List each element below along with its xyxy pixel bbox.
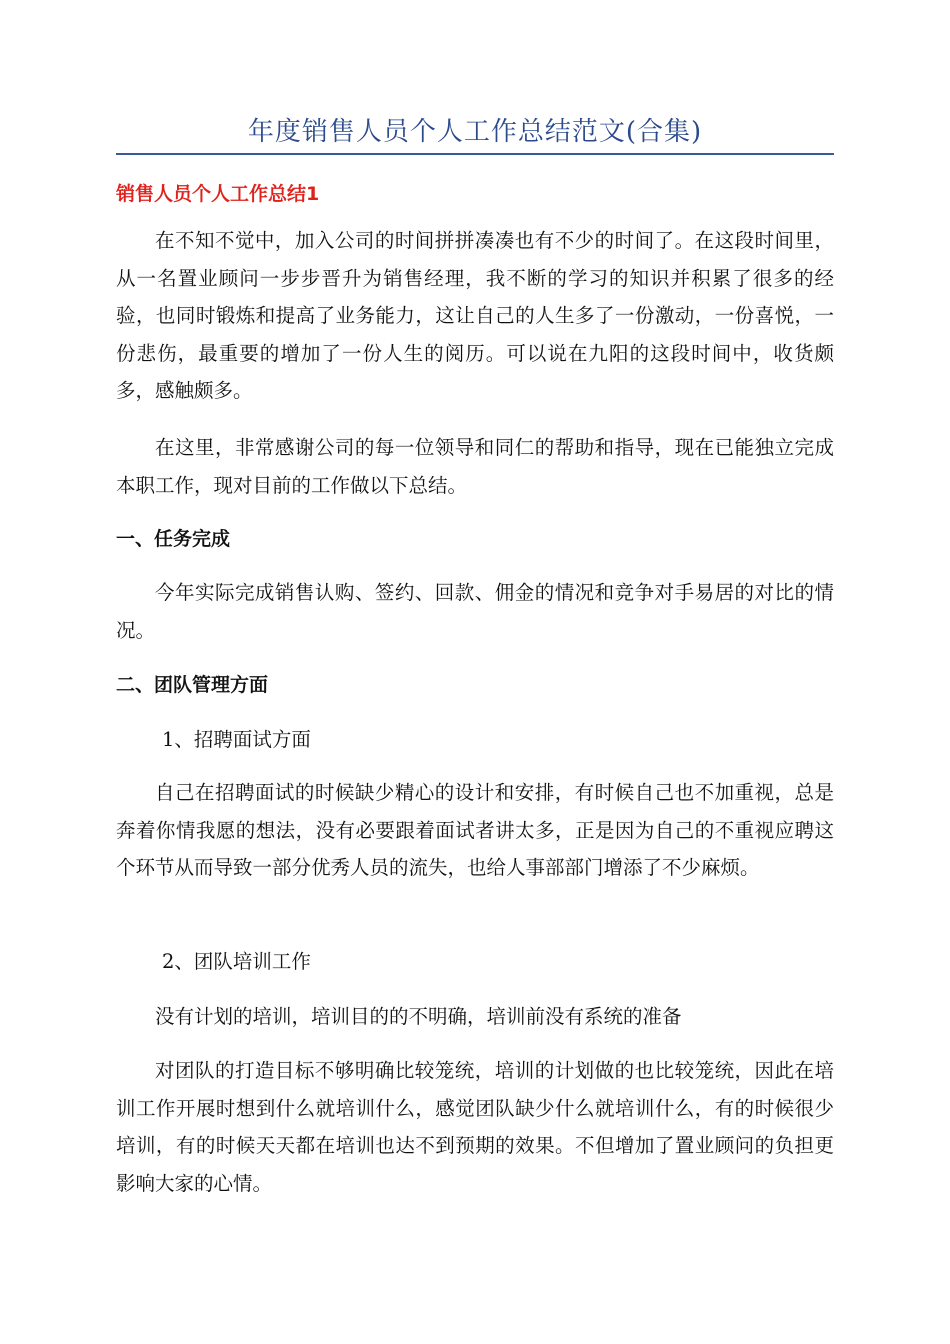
paragraph-thanks: 在这里，非常感谢公司的每一位领导和同仁的帮助和指导，现在已能独立完成本职工作，现对目前的工作做以下总结。 xyxy=(116,436,834,497)
heading-team-management: 二、团队管理方面 xyxy=(116,674,269,696)
paragraph-training-detail: 对团队的打造目标不够明确比较笼统，培训的计划做的也比较笼统，因此在培训工作开展时想到什么就培训什么，感觉团队缺少什么就培训什么，有的时候很少培训，有的时候天天都在培训也达不到预期的效果。不但增加了置业顾问的负担更影响大家的心情。 xyxy=(116,1059,834,1195)
paragraph-intro: 在不知不觉中，加入公司的时间拼拼凑凑也有不少的时间了。在这段时间里，从一名置业顾问一步步晋升为销售经理，我不断的学习的知识并积累了很多的经验，也同时锻炼和提高了业务能力，这让自己的人生多了一份激动，一份喜悦，一份悲伤，最重要的增加了一份人生的阅历。可以说在九阳的这段时间中，收货颇多，感触颇多。 xyxy=(116,229,834,402)
heading-task-completion: 一、任务完成 xyxy=(116,528,231,550)
title-underline xyxy=(116,153,834,155)
subheading-recruitment: 1、招聘面试方面 xyxy=(162,728,311,751)
document-title: 年度销售人员个人工作总结范文(合集) xyxy=(247,117,703,147)
paragraph-recruitment: 自己在招聘面试的时候缺少精心的设计和安排，有时候自己也不加重视，总是奔着你情我愿的想法，没有必要跟着面试者讲太多，正是因为自己的不重视应聘这个环节从而导致一部分优秀人员的流失，也给人事部部门增添了不少麻烦。 xyxy=(116,781,834,879)
paragraph-training-issue: 没有计划的培训，培训目的的不明确，培训前没有系统的准备 xyxy=(155,1005,682,1028)
paragraph-task-completion: 今年实际完成销售认购、签约、回款、佣金的情况和竞争对手易居的对比的情况。 xyxy=(116,581,834,642)
subheading-training: 2、团队培训工作 xyxy=(162,950,311,973)
section-title: 销售人员个人工作总结1 xyxy=(116,183,320,205)
